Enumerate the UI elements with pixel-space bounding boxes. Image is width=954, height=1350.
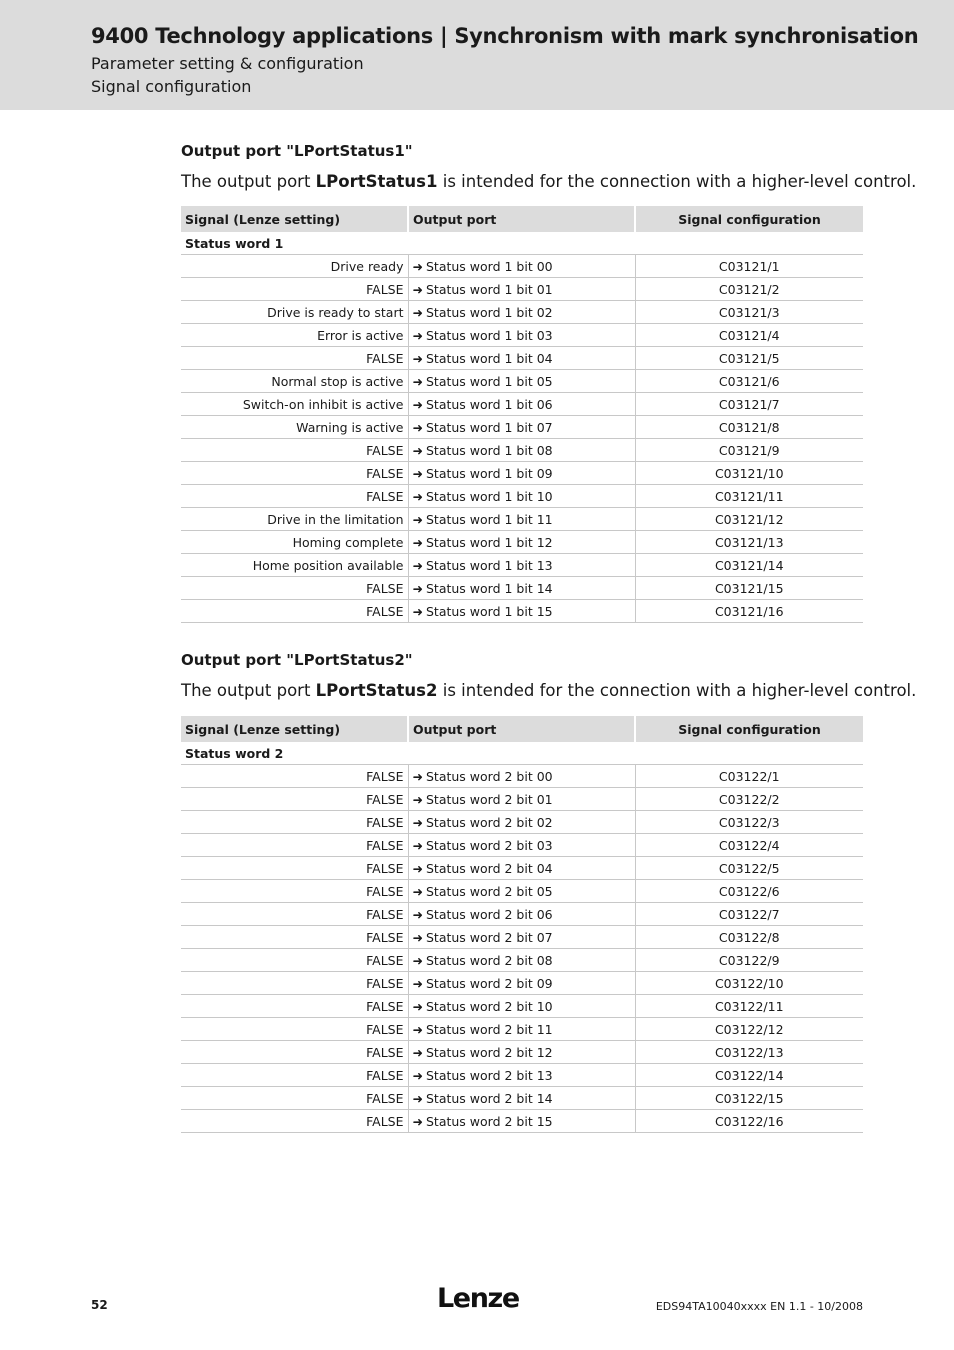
table-row <box>181 1041 863 1064</box>
arrow-right-icon: ➜ <box>412 603 423 619</box>
signal-cell: FALSE <box>181 926 408 949</box>
output-port-label: Status word 2 bit 04 <box>425 860 553 876</box>
column-header-output: Output port <box>408 206 635 232</box>
arrow-right-icon: ➜ <box>412 998 423 1014</box>
signal-cell: FALSE <box>181 834 408 857</box>
arrow-right-icon: ➜ <box>412 258 423 274</box>
signal-cell: FALSE <box>181 278 408 301</box>
output-port-label: Status word 2 bit 09 <box>425 975 553 991</box>
table-row <box>181 255 863 278</box>
arrow-right-icon: ➜ <box>412 327 423 343</box>
output-port-label: Status word 1 bit 15 <box>425 603 553 619</box>
signal-cell: FALSE <box>181 1041 408 1064</box>
arrow-right-icon: ➜ <box>412 929 423 945</box>
section2-heading: Output port "LPortStatus2" <box>181 651 413 669</box>
arrow-right-icon: ➜ <box>412 396 423 412</box>
output-port-label: Status word 2 bit 14 <box>425 1090 553 1106</box>
output-port-label: Status word 2 bit 05 <box>425 883 553 899</box>
arrow-right-icon: ➜ <box>412 837 423 853</box>
arrow-right-icon: ➜ <box>412 814 423 830</box>
signal-config-cell: C03121/4 <box>635 324 863 347</box>
document-subtitle-2: Signal configuration <box>91 77 252 96</box>
table-row <box>181 531 863 554</box>
signal-config-cell: C03121/15 <box>635 577 863 600</box>
signal-config-cell: C03122/11 <box>635 995 863 1018</box>
output-port-cell <box>408 972 635 995</box>
table-row <box>181 995 863 1018</box>
output-port-cell <box>408 834 635 857</box>
page-number: 52 <box>91 1298 108 1312</box>
signal-cell: FALSE <box>181 347 408 370</box>
output-port-cell <box>408 554 635 577</box>
group-label: Status word 2 <box>181 742 863 765</box>
output-port-label: Status word 1 bit 02 <box>425 304 553 320</box>
arrow-right-icon: ➜ <box>412 465 423 481</box>
output-port-cell <box>408 811 635 834</box>
section2-intro-pre: The output port <box>181 681 316 700</box>
table-row <box>181 393 863 416</box>
signal-config-cell: C03121/9 <box>635 439 863 462</box>
signal-config-cell: C03121/7 <box>635 393 863 416</box>
output-port-label: Status word 2 bit 01 <box>425 791 553 807</box>
output-port-label: Status word 1 bit 12 <box>425 534 553 550</box>
output-port-cell <box>408 439 635 462</box>
lportstatus1-table-body <box>181 232 863 623</box>
signal-config-cell: C03122/16 <box>635 1110 863 1133</box>
signal-config-cell: C03122/5 <box>635 857 863 880</box>
output-port-cell <box>408 1018 635 1041</box>
group-row <box>181 742 863 765</box>
signal-cell: FALSE <box>181 485 408 508</box>
signal-config-cell: C03122/1 <box>635 765 863 788</box>
arrow-right-icon: ➜ <box>412 442 423 458</box>
arrow-right-icon: ➜ <box>412 975 423 991</box>
section1-intro <box>181 172 916 191</box>
signal-cell: Switch-on inhibit is active <box>181 393 408 416</box>
signal-cell: Drive in the limitation <box>181 508 408 531</box>
arrow-right-icon: ➜ <box>412 350 423 366</box>
output-port-label: Status word 1 bit 05 <box>425 373 553 389</box>
output-port-cell <box>408 857 635 880</box>
signal-cell: FALSE <box>181 1110 408 1133</box>
arrow-right-icon: ➜ <box>412 952 423 968</box>
signal-config-cell: C03121/1 <box>635 255 863 278</box>
output-port-label: Status word 1 bit 09 <box>425 465 553 481</box>
signal-config-cell: C03121/10 <box>635 462 863 485</box>
lportstatus2-table-body <box>181 742 863 1133</box>
output-port-cell <box>408 880 635 903</box>
column-header-config: Signal configuration <box>635 716 863 742</box>
output-port-label: Status word 1 bit 11 <box>425 511 553 527</box>
section1-intro-port: LPortStatus1 <box>315 172 438 191</box>
output-port-label: Status word 2 bit 13 <box>425 1067 553 1083</box>
output-port-cell <box>408 903 635 926</box>
output-port-cell <box>408 788 635 811</box>
table-row <box>181 278 863 301</box>
document-id: EDS94TA10040xxxx EN 1.1 - 10/2008 <box>655 1300 863 1313</box>
output-port-label: Status word 2 bit 10 <box>425 998 553 1014</box>
signal-cell: FALSE <box>181 903 408 926</box>
table-row <box>181 439 863 462</box>
arrow-right-icon: ➜ <box>412 419 423 435</box>
output-port-cell <box>408 462 635 485</box>
lportstatus1-table <box>181 206 863 623</box>
output-port-cell <box>408 1041 635 1064</box>
signal-cell: Normal stop is active <box>181 370 408 393</box>
table-header-row <box>181 716 863 742</box>
table-row <box>181 301 863 324</box>
table-row <box>181 765 863 788</box>
signal-config-cell: C03121/12 <box>635 508 863 531</box>
section2-intro-port: LPortStatus2 <box>315 681 438 700</box>
output-port-cell <box>408 508 635 531</box>
output-port-cell <box>408 926 635 949</box>
output-port-cell <box>408 531 635 554</box>
lportstatus2-table <box>181 716 863 1133</box>
signal-config-cell: C03122/13 <box>635 1041 863 1064</box>
signal-cell: FALSE <box>181 880 408 903</box>
signal-config-cell: C03122/4 <box>635 834 863 857</box>
arrow-right-icon: ➜ <box>412 1090 423 1106</box>
output-port-label: Status word 2 bit 11 <box>425 1021 553 1037</box>
arrow-right-icon: ➜ <box>412 580 423 596</box>
table-row <box>181 1110 863 1133</box>
output-port-label: Status word 1 bit 03 <box>425 327 553 343</box>
table-row <box>181 577 863 600</box>
table-row <box>181 949 863 972</box>
arrow-right-icon: ➜ <box>412 791 423 807</box>
output-port-label: Status word 2 bit 03 <box>425 837 553 853</box>
arrow-right-icon: ➜ <box>412 883 423 899</box>
signal-config-cell: C03122/10 <box>635 972 863 995</box>
arrow-right-icon: ➜ <box>412 1067 423 1083</box>
output-port-label: Status word 1 bit 10 <box>425 488 553 504</box>
output-port-cell <box>408 765 635 788</box>
signal-config-cell: C03121/13 <box>635 531 863 554</box>
column-header-signal: Signal (Lenze setting) <box>181 206 408 232</box>
table-row <box>181 880 863 903</box>
signal-config-cell: C03122/2 <box>635 788 863 811</box>
column-header-signal: Signal (Lenze setting) <box>181 716 408 742</box>
section1-intro-pre: The output port <box>181 172 316 191</box>
table-row <box>181 1018 863 1041</box>
output-port-cell <box>408 393 635 416</box>
signal-cell: Warning is active <box>181 416 408 439</box>
signal-config-cell: C03122/15 <box>635 1087 863 1110</box>
arrow-right-icon: ➜ <box>412 860 423 876</box>
arrow-right-icon: ➜ <box>412 534 423 550</box>
output-port-label: Status word 1 bit 06 <box>425 396 553 412</box>
signal-cell: FALSE <box>181 788 408 811</box>
table-row <box>181 926 863 949</box>
arrow-right-icon: ➜ <box>412 281 423 297</box>
signal-config-cell: C03121/5 <box>635 347 863 370</box>
output-port-cell <box>408 995 635 1018</box>
signal-config-cell: C03122/6 <box>635 880 863 903</box>
lenze-logo: Lenze <box>437 1283 519 1314</box>
output-port-label: Status word 2 bit 15 <box>425 1113 553 1129</box>
group-row <box>181 232 863 255</box>
signal-config-cell: C03121/16 <box>635 600 863 623</box>
signal-config-cell: C03121/6 <box>635 370 863 393</box>
column-header-config: Signal configuration <box>635 206 863 232</box>
signal-cell: FALSE <box>181 1018 408 1041</box>
output-port-cell <box>408 324 635 347</box>
output-port-label: Status word 2 bit 02 <box>425 814 553 830</box>
output-port-cell <box>408 600 635 623</box>
output-port-label: Status word 1 bit 07 <box>425 419 553 435</box>
output-port-label: Status word 1 bit 13 <box>425 557 553 573</box>
table-row <box>181 485 863 508</box>
table-row <box>181 462 863 485</box>
table-row <box>181 416 863 439</box>
arrow-right-icon: ➜ <box>412 1113 423 1129</box>
output-port-label: Status word 2 bit 08 <box>425 952 553 968</box>
output-port-label: Status word 1 bit 00 <box>425 258 553 274</box>
signal-cell: FALSE <box>181 811 408 834</box>
table-row <box>181 834 863 857</box>
output-port-label: Status word 2 bit 12 <box>425 1044 553 1060</box>
arrow-right-icon: ➜ <box>412 373 423 389</box>
signal-config-cell: C03122/14 <box>635 1064 863 1087</box>
output-port-cell <box>408 1110 635 1133</box>
arrow-right-icon: ➜ <box>412 1021 423 1037</box>
signal-cell: FALSE <box>181 600 408 623</box>
output-port-cell <box>408 255 635 278</box>
table-row <box>181 972 863 995</box>
output-port-cell <box>408 1064 635 1087</box>
table-row <box>181 811 863 834</box>
table-row <box>181 1087 863 1110</box>
signal-cell: FALSE <box>181 949 408 972</box>
table-row <box>181 1064 863 1087</box>
signal-cell: FALSE <box>181 577 408 600</box>
output-port-cell <box>408 347 635 370</box>
table-row <box>181 347 863 370</box>
table-row <box>181 554 863 577</box>
output-port-cell <box>408 577 635 600</box>
section1-heading: Output port "LPortStatus1" <box>181 142 413 160</box>
table-row <box>181 600 863 623</box>
output-port-label: Status word 1 bit 04 <box>425 350 553 366</box>
arrow-right-icon: ➜ <box>412 511 423 527</box>
arrow-right-icon: ➜ <box>412 304 423 320</box>
section2-intro-post: is intended for the connection with a higher-level control. <box>437 681 917 700</box>
table-row <box>181 508 863 531</box>
signal-cell: FALSE <box>181 765 408 788</box>
table-row <box>181 324 863 347</box>
output-port-cell <box>408 301 635 324</box>
arrow-right-icon: ➜ <box>412 488 423 504</box>
table-row <box>181 788 863 811</box>
output-port-label: Status word 1 bit 08 <box>425 442 553 458</box>
table-header-row <box>181 206 863 232</box>
signal-config-cell: C03121/11 <box>635 485 863 508</box>
output-port-label: Status word 1 bit 01 <box>425 281 553 297</box>
column-header-output: Output port <box>408 716 635 742</box>
table-row <box>181 903 863 926</box>
output-port-cell <box>408 485 635 508</box>
document-title: 9400 Technology applications | Synchronism with mark synchronisation <box>91 24 919 48</box>
output-port-label: Status word 2 bit 07 <box>425 929 553 945</box>
section1-intro-post: is intended for the connection with a higher-level control. <box>437 172 917 191</box>
signal-config-cell: C03122/3 <box>635 811 863 834</box>
output-port-cell <box>408 1087 635 1110</box>
signal-cell: Drive ready <box>181 255 408 278</box>
arrow-right-icon: ➜ <box>412 1044 423 1060</box>
signal-cell: FALSE <box>181 1064 408 1087</box>
signal-config-cell: C03121/3 <box>635 301 863 324</box>
document-subtitle-1: Parameter setting & configuration <box>91 54 364 73</box>
signal-config-cell: C03122/7 <box>635 903 863 926</box>
signal-cell: Error is active <box>181 324 408 347</box>
signal-config-cell: C03121/14 <box>635 554 863 577</box>
signal-config-cell: C03122/8 <box>635 926 863 949</box>
output-port-label: Status word 2 bit 00 <box>425 768 553 784</box>
signal-cell: FALSE <box>181 857 408 880</box>
output-port-cell <box>408 278 635 301</box>
signal-config-cell: C03121/8 <box>635 416 863 439</box>
signal-cell: Home position available <box>181 554 408 577</box>
signal-cell: FALSE <box>181 995 408 1018</box>
section2-intro <box>181 681 916 700</box>
signal-config-cell: C03122/9 <box>635 949 863 972</box>
output-port-cell <box>408 949 635 972</box>
arrow-right-icon: ➜ <box>412 557 423 573</box>
signal-cell: FALSE <box>181 462 408 485</box>
group-label: Status word 1 <box>181 232 863 255</box>
signal-cell: FALSE <box>181 1087 408 1110</box>
arrow-right-icon: ➜ <box>412 768 423 784</box>
output-port-cell <box>408 416 635 439</box>
signal-cell: FALSE <box>181 439 408 462</box>
signal-config-cell: C03121/2 <box>635 278 863 301</box>
table-row <box>181 857 863 880</box>
signal-cell: Drive is ready to start <box>181 301 408 324</box>
signal-config-cell: C03122/12 <box>635 1018 863 1041</box>
signal-cell: FALSE <box>181 972 408 995</box>
arrow-right-icon: ➜ <box>412 906 423 922</box>
table-row <box>181 370 863 393</box>
output-port-label: Status word 2 bit 06 <box>425 906 553 922</box>
signal-cell: Homing complete <box>181 531 408 554</box>
output-port-label: Status word 1 bit 14 <box>425 580 553 596</box>
output-port-cell <box>408 370 635 393</box>
